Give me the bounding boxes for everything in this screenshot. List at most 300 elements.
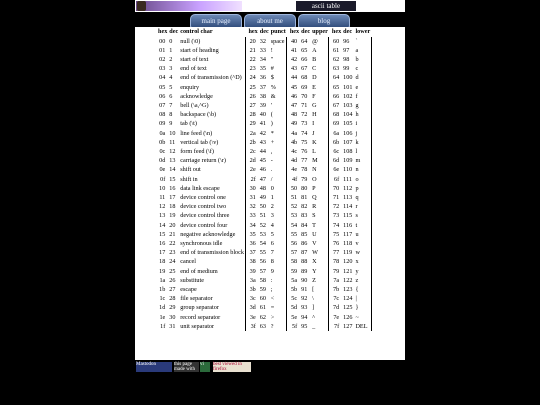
table-row — [157, 294, 373, 303]
dec-cell: 70 — [301, 92, 308, 100]
char-cell: J — [312, 129, 315, 137]
page-title: ascii table — [296, 1, 356, 11]
hex-cell: 4f — [291, 175, 298, 183]
dec-cell: 65 — [301, 46, 308, 54]
dec-cell: 124 — [343, 295, 353, 303]
dec-cell: 109 — [343, 157, 353, 165]
hex-cell: 41 — [290, 46, 298, 54]
hex-cell: 00 — [159, 37, 166, 45]
hex-cell: 79 — [332, 267, 340, 275]
hex-cell: 19 — [159, 267, 166, 275]
char-cell: m — [355, 157, 361, 165]
dec-cell: 119 — [343, 249, 353, 257]
hex-cell: 37 — [249, 249, 256, 257]
hex-cell: 35 — [249, 230, 256, 238]
char-cell: D — [312, 74, 317, 82]
dec-cell: 107 — [343, 138, 353, 146]
hex-cell: 12 — [159, 203, 166, 211]
hex-cell: 1e — [159, 313, 166, 321]
char-cell: i — [355, 120, 358, 128]
col-control-char: control char — [180, 28, 213, 36]
hex-cell: 07 — [159, 101, 166, 109]
char-cell: start of text — [180, 55, 209, 63]
hex-cell: 31 — [249, 193, 256, 201]
hex-cell: 7a — [333, 276, 340, 284]
char-cell: 3 — [270, 212, 274, 220]
hex-cell: 57 — [290, 249, 298, 257]
dec-cell: 72 — [301, 111, 308, 119]
char-cell: end of medium — [180, 267, 218, 275]
char-cell: K — [312, 138, 317, 146]
hex-cell: 7d — [332, 304, 340, 312]
char-cell: 2 — [270, 203, 274, 211]
hex-cell: 10 — [159, 184, 166, 192]
hex-cell: 04 — [159, 74, 166, 82]
hex-cell: 78 — [332, 258, 340, 266]
char-cell: device control one — [180, 193, 226, 201]
hex-cell: 5c — [291, 295, 298, 303]
char-cell: % — [270, 83, 276, 91]
hex-cell: 14 — [159, 221, 166, 229]
hex-cell: 51 — [290, 193, 298, 201]
dec-cell: 104 — [343, 111, 353, 119]
hex-cell: 68 — [332, 111, 340, 119]
char-cell: \ — [312, 295, 314, 303]
char-cell: Z — [312, 276, 316, 284]
dec-cell: 77 — [301, 157, 308, 165]
char-cell: end of transmission block — [180, 249, 244, 257]
hex-cell: 6b — [332, 138, 340, 146]
dec-cell: 33 — [259, 46, 266, 54]
dec-cell: 126 — [343, 313, 353, 321]
hex-cell: 15 — [159, 230, 166, 238]
hex-cell: 26 — [249, 92, 256, 100]
table-row — [157, 202, 373, 211]
hex-cell: 30 — [249, 184, 256, 192]
dec-cell: 101 — [343, 83, 353, 91]
hex-cell: 1b — [159, 285, 166, 293]
dec-cell: 57 — [259, 267, 266, 275]
hex-cell: 36 — [249, 239, 256, 247]
char-cell: p — [355, 184, 359, 192]
col-upper: upper — [312, 28, 328, 36]
col-dec: dec — [259, 28, 269, 36]
dec-cell: 23 — [169, 249, 176, 257]
table-row — [157, 92, 373, 101]
hex-cell: 55 — [290, 230, 298, 238]
dec-cell: 7 — [169, 101, 173, 109]
char-cell: b — [355, 55, 359, 63]
dec-cell: 4 — [169, 74, 173, 82]
char-cell: 9 — [270, 267, 274, 275]
col-hex: hex — [331, 28, 342, 36]
dec-cell: 25 — [169, 267, 176, 275]
hex-cell: 5a — [291, 276, 298, 284]
dec-cell: 41 — [259, 120, 266, 128]
char-cell: } — [355, 304, 359, 312]
char-cell: h — [355, 111, 359, 119]
char-cell: vertical tab (\v) — [180, 138, 219, 146]
char-cell: = — [270, 304, 275, 312]
hex-cell: 61 — [332, 46, 340, 54]
hex-cell: 7f — [334, 322, 340, 330]
char-cell: null (\0) — [180, 37, 201, 45]
hex-cell: 32 — [249, 203, 256, 211]
char-cell: q — [355, 193, 359, 201]
table-row — [157, 138, 373, 147]
dec-cell: 108 — [343, 147, 353, 155]
dec-cell: 14 — [169, 166, 176, 174]
char-cell: 7 — [270, 249, 274, 257]
hex-cell: 0c — [159, 147, 166, 155]
tab-main-page[interactable]: main page — [190, 14, 242, 28]
dec-cell: 37 — [259, 83, 266, 91]
char-cell: form feed (\f) — [180, 147, 214, 155]
char-cell: bell (\a,^G) — [180, 101, 209, 109]
char-cell: T — [312, 221, 316, 229]
hex-cell: 6d — [332, 157, 340, 165]
vi-badge[interactable]: vi — [200, 362, 210, 372]
avatar — [137, 1, 146, 11]
char-cell: ? — [270, 322, 274, 330]
char-cell: ^ — [312, 313, 315, 321]
table-row — [157, 276, 373, 285]
hex-cell: 03 — [159, 65, 166, 73]
hex-cell: 71 — [332, 193, 340, 201]
hex-cell: 50 — [290, 184, 298, 192]
char-cell: negative acknowledge — [180, 230, 236, 238]
table-row — [157, 101, 373, 110]
char-cell: H — [312, 111, 317, 119]
hex-cell: 4b — [290, 138, 298, 146]
dec-cell: 39 — [259, 101, 266, 109]
hex-cell: 5b — [290, 285, 298, 293]
hex-cell: 08 — [159, 111, 166, 119]
char-cell: device control four — [180, 221, 228, 229]
char-cell: DEL — [355, 322, 368, 330]
hex-cell: 05 — [159, 83, 166, 91]
hex-cell: 34 — [249, 221, 256, 229]
dec-cell: 22 — [169, 239, 176, 247]
dec-cell: 85 — [301, 230, 308, 238]
char-cell: d — [355, 74, 359, 82]
dec-cell: 99 — [343, 65, 350, 73]
char-cell: substitute — [180, 276, 204, 284]
char-cell: B — [312, 55, 317, 63]
char-cell: | — [355, 295, 357, 303]
char-cell: / — [270, 175, 273, 183]
dec-cell: 20 — [169, 221, 176, 229]
dec-cell: 125 — [343, 304, 353, 312]
hex-cell: 0d — [159, 157, 166, 165]
hex-cell: 25 — [249, 83, 256, 91]
dec-cell: 36 — [259, 74, 266, 82]
hex-cell: 4d — [290, 157, 298, 165]
dec-cell: 114 — [343, 203, 353, 211]
char-cell: unit separator — [180, 322, 215, 330]
char-cell: backspace (\b) — [180, 111, 217, 119]
char-cell: y — [355, 267, 359, 275]
dec-cell: 112 — [343, 184, 353, 192]
char-cell: L — [312, 147, 316, 155]
table-row — [157, 156, 373, 165]
table-row — [157, 239, 373, 248]
char-cell: space — [270, 37, 285, 45]
dec-cell: 86 — [301, 239, 308, 247]
table-body — [157, 37, 373, 332]
dec-cell: 47 — [259, 175, 266, 183]
dec-cell: 92 — [301, 295, 308, 303]
char-cell: C — [312, 65, 317, 73]
char-cell: s — [355, 212, 358, 220]
tab-about-me[interactable]: about me — [244, 14, 296, 28]
hex-cell: 47 — [290, 101, 298, 109]
hex-cell: 74 — [332, 221, 340, 229]
hex-cell: 16 — [159, 239, 166, 247]
hex-cell: 77 — [332, 249, 340, 257]
char-cell: A — [312, 46, 317, 54]
dec-cell: 0 — [169, 37, 173, 45]
dec-cell: 110 — [343, 166, 353, 174]
hex-cell: 2e — [249, 166, 256, 174]
dec-cell: 113 — [343, 193, 353, 201]
hex-cell: 28 — [249, 111, 256, 119]
hex-cell: 5d — [290, 304, 298, 312]
dec-cell: 1 — [169, 46, 173, 54]
char-cell: l — [355, 147, 358, 155]
char-cell: e — [355, 83, 359, 91]
dec-cell: 115 — [343, 212, 353, 220]
dec-cell: 46 — [259, 166, 266, 174]
hex-cell: 42 — [290, 55, 298, 63]
char-cell: 0 — [270, 184, 274, 192]
dec-cell: 29 — [169, 304, 176, 312]
dec-cell: 62 — [259, 313, 266, 321]
char-cell: synchronous idle — [180, 239, 223, 247]
hex-cell: 3b — [249, 285, 256, 293]
dec-cell: 105 — [343, 120, 353, 128]
made-with-badge[interactable]: this page made with — [174, 362, 199, 372]
dec-cell: 66 — [301, 55, 308, 63]
dec-cell: 73 — [301, 120, 308, 128]
dec-cell: 61 — [259, 304, 266, 312]
char-cell: a — [355, 46, 359, 54]
hex-cell: 3a — [249, 276, 256, 284]
hex-cell: 39 — [249, 267, 256, 275]
dec-cell: 35 — [259, 65, 266, 73]
char-cell: Q — [312, 193, 317, 201]
char-cell: ( — [270, 111, 273, 119]
dec-cell: 117 — [343, 230, 353, 238]
dec-cell: 51 — [259, 212, 266, 220]
dec-cell: 55 — [259, 249, 266, 257]
char-cell: cancel — [180, 258, 197, 266]
dec-cell: 96 — [343, 37, 350, 45]
char-cell: E — [312, 83, 316, 91]
hex-cell: 5f — [291, 322, 298, 330]
table-row — [157, 211, 373, 220]
dec-cell: 83 — [301, 212, 308, 220]
hex-cell: 21 — [249, 46, 256, 54]
dec-cell: 2 — [169, 55, 173, 63]
table-row — [157, 230, 373, 239]
hex-cell: 44 — [290, 74, 298, 82]
char-cell: O — [312, 175, 317, 183]
hex-cell: 0f — [160, 175, 166, 183]
hex-cell: 46 — [290, 92, 298, 100]
hex-cell: 6f — [334, 175, 340, 183]
dec-cell: 21 — [169, 230, 176, 238]
dec-cell: 8 — [169, 111, 173, 119]
hex-cell: 27 — [249, 101, 256, 109]
hex-cell: 70 — [332, 184, 340, 192]
dec-cell: 44 — [259, 147, 266, 155]
dec-cell: 64 — [301, 37, 308, 45]
char-cell: u — [355, 230, 359, 238]
char-cell: W — [312, 249, 318, 257]
dec-cell: 97 — [343, 46, 350, 54]
main-content — [135, 27, 405, 360]
dec-cell: 120 — [343, 258, 353, 266]
char-cell: [ — [312, 285, 315, 293]
col-lower: lower — [355, 28, 371, 36]
hex-cell: 73 — [332, 212, 340, 220]
hex-cell: 7c — [333, 295, 340, 303]
char-cell: X — [312, 258, 317, 266]
hex-cell: 6e — [333, 166, 340, 174]
char-cell: 4 — [270, 221, 274, 229]
char-cell: j — [355, 129, 358, 137]
dec-cell: 89 — [301, 267, 308, 275]
char-cell: k — [355, 138, 359, 146]
hex-cell: 2f — [250, 175, 256, 183]
hex-cell: 67 — [332, 101, 340, 109]
col-dec: dec — [301, 28, 311, 36]
dec-cell: 53 — [259, 230, 266, 238]
char-cell: { — [355, 285, 359, 293]
dec-cell: 69 — [301, 83, 308, 91]
dec-cell: 45 — [259, 157, 266, 165]
table-row — [157, 37, 373, 46]
hex-cell: 06 — [159, 92, 166, 100]
hex-cell: 56 — [290, 239, 298, 247]
dec-cell: 79 — [301, 175, 308, 183]
site-logo[interactable] — [136, 1, 242, 11]
char-cell: G — [312, 101, 317, 109]
char-cell: x — [355, 258, 359, 266]
hex-cell: 3e — [249, 313, 256, 321]
hex-cell: 65 — [332, 83, 340, 91]
char-cell: $ — [270, 74, 274, 82]
table-row — [157, 147, 373, 156]
char-cell: 1 — [270, 193, 274, 201]
char-cell: shift in — [180, 175, 198, 183]
dec-cell: 78 — [301, 166, 308, 174]
hex-cell: 54 — [290, 221, 298, 229]
hex-cell: 09 — [159, 120, 166, 128]
dec-cell: 11 — [169, 138, 176, 146]
char-cell: z — [355, 276, 359, 284]
char-cell: end of text — [180, 65, 207, 73]
dec-cell: 38 — [259, 92, 266, 100]
hex-cell: 0b — [159, 138, 166, 146]
dec-cell: 93 — [301, 304, 308, 312]
dec-cell: 32 — [259, 37, 266, 45]
char-cell: 5 — [270, 230, 274, 238]
dec-cell: 19 — [169, 212, 176, 220]
col-punct: punct — [270, 28, 286, 36]
dec-cell: 103 — [343, 101, 353, 109]
char-cell: 6 — [270, 239, 274, 247]
table-row — [157, 119, 373, 128]
hex-cell: 18 — [159, 258, 166, 266]
char-cell: R — [312, 203, 317, 211]
dec-cell: 76 — [301, 147, 308, 155]
hex-cell: 4e — [291, 166, 298, 174]
dec-cell: 127 — [343, 322, 353, 330]
hex-cell: 45 — [290, 83, 298, 91]
char-cell: g — [355, 101, 359, 109]
dec-cell: 71 — [301, 101, 308, 109]
char-cell: o — [355, 175, 359, 183]
hex-cell: 60 — [332, 37, 340, 45]
hex-cell: 48 — [290, 111, 298, 119]
firefox-badge[interactable]: best viewed in firefox — [213, 362, 251, 372]
char-cell: # — [270, 65, 274, 73]
hex-cell: 0e — [159, 166, 166, 174]
table-row — [157, 175, 373, 184]
char-cell: v — [355, 239, 359, 247]
hex-cell: 01 — [159, 46, 166, 54]
dec-cell: 116 — [343, 221, 353, 229]
dec-cell: 50 — [259, 203, 266, 211]
dec-cell: 6 — [169, 92, 173, 100]
table-row — [157, 322, 373, 331]
hex-cell: 7b — [332, 285, 340, 293]
hex-cell: 24 — [249, 74, 256, 82]
char-cell: acknowledge — [180, 92, 213, 100]
hex-cell: 5e — [291, 313, 298, 321]
hex-cell: 1a — [159, 276, 166, 284]
hex-cell: 02 — [159, 55, 166, 63]
tab-blog[interactable]: blog — [298, 14, 350, 28]
hex-cell: 17 — [159, 249, 166, 257]
hex-cell: 3d — [249, 304, 256, 312]
char-cell: F — [312, 92, 316, 100]
dec-cell: 10 — [169, 129, 176, 137]
dec-cell: 80 — [301, 184, 308, 192]
dec-cell: 60 — [259, 295, 266, 303]
table-row — [157, 83, 373, 92]
dec-cell: 94 — [301, 313, 308, 321]
hex-cell: 29 — [249, 120, 256, 128]
char-cell: " — [270, 55, 274, 63]
char-cell: < — [270, 295, 275, 303]
dec-cell: 28 — [169, 295, 176, 303]
mastodon-badge[interactable]: Mastodon — [136, 362, 172, 372]
dec-cell: 68 — [301, 74, 308, 82]
table-row — [157, 46, 373, 55]
dec-cell: 67 — [301, 65, 308, 73]
char-cell: w — [355, 249, 360, 257]
char-cell: S — [312, 212, 316, 220]
char-cell: - — [270, 157, 273, 165]
char-cell: & — [270, 92, 276, 100]
hex-cell: 1d — [159, 304, 166, 312]
hex-cell: 38 — [249, 258, 256, 266]
dec-cell: 74 — [301, 129, 308, 137]
hex-cell: 72 — [332, 203, 340, 211]
